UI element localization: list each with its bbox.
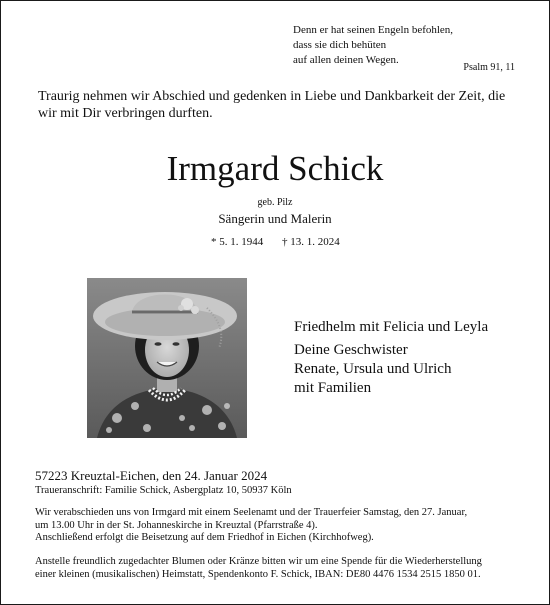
- place-date: 57223 Kreuztal-Eichen, den 24. Januar 2024: [35, 468, 268, 483]
- mourner-line-1: Friedhelm mit Felicia und Leyla: [294, 319, 489, 335]
- deceased-name: Irmgard Schick: [166, 149, 384, 188]
- service-line-1: Wir verabschieden uns von Irmgard mit einem Seelenamt und der Trauerfeier Samstag, den 27. Januar,: [35, 507, 468, 518]
- death-date: † 13. 1. 2024: [282, 236, 340, 248]
- verse-line-1: Denn er hat seinen Engeln befohlen,: [293, 24, 454, 36]
- service-info: [35, 507, 525, 545]
- donation-info: [35, 556, 535, 581]
- portrait-photo: [87, 278, 247, 438]
- profession: Sängerin und Malerin: [218, 211, 332, 226]
- verse-line-3: auf allen deinen Wegen.: [293, 54, 399, 66]
- intro-text: Traurig nehmen wir Abschied und gedenken in Liebe und Dankbarkeit der Zeit, die wir mit Dir verbringen durften.: [38, 89, 506, 121]
- verse-line-2: dass sie dich behüten: [293, 39, 387, 51]
- mourner-line-4: mit Familien: [294, 380, 372, 396]
- service-line-3: Anschließend erfolgt die Beisetzung auf dem Friedhof in Eichen (Kirchhofweg).: [35, 532, 374, 543]
- donation-line-1: Anstelle freundlich zugedachter Blumen oder Kränze bitten wir um eine Spende für die Wiederherstellung: [35, 556, 482, 567]
- mourner-line-3: Renate, Ursula und Ulrich: [294, 361, 452, 377]
- birth-date: * 5. 1. 1944: [211, 236, 264, 248]
- verse-reference: Psalm 91, 11: [463, 62, 515, 73]
- service-line-2: um 13.00 Uhr in der St. Johanneskirche in Kreuztal (Pfarrstraße 4).: [35, 519, 318, 531]
- bible-verse: [293, 23, 453, 68]
- donation-line-2: einer kleinen (musikalischen) Heimstatt, Spendenkonto F. Schick, IBAN: DE80 4476 1534 2515 1850 01.: [35, 568, 481, 580]
- mourners: [294, 318, 488, 398]
- maiden-name: geb. Pilz: [257, 197, 293, 208]
- mourning-address: Traueranschrift: Familie Schick, Asbergplatz 10, 50937 Köln: [35, 485, 292, 496]
- mourner-line-2: Deine Geschwister: [294, 342, 408, 358]
